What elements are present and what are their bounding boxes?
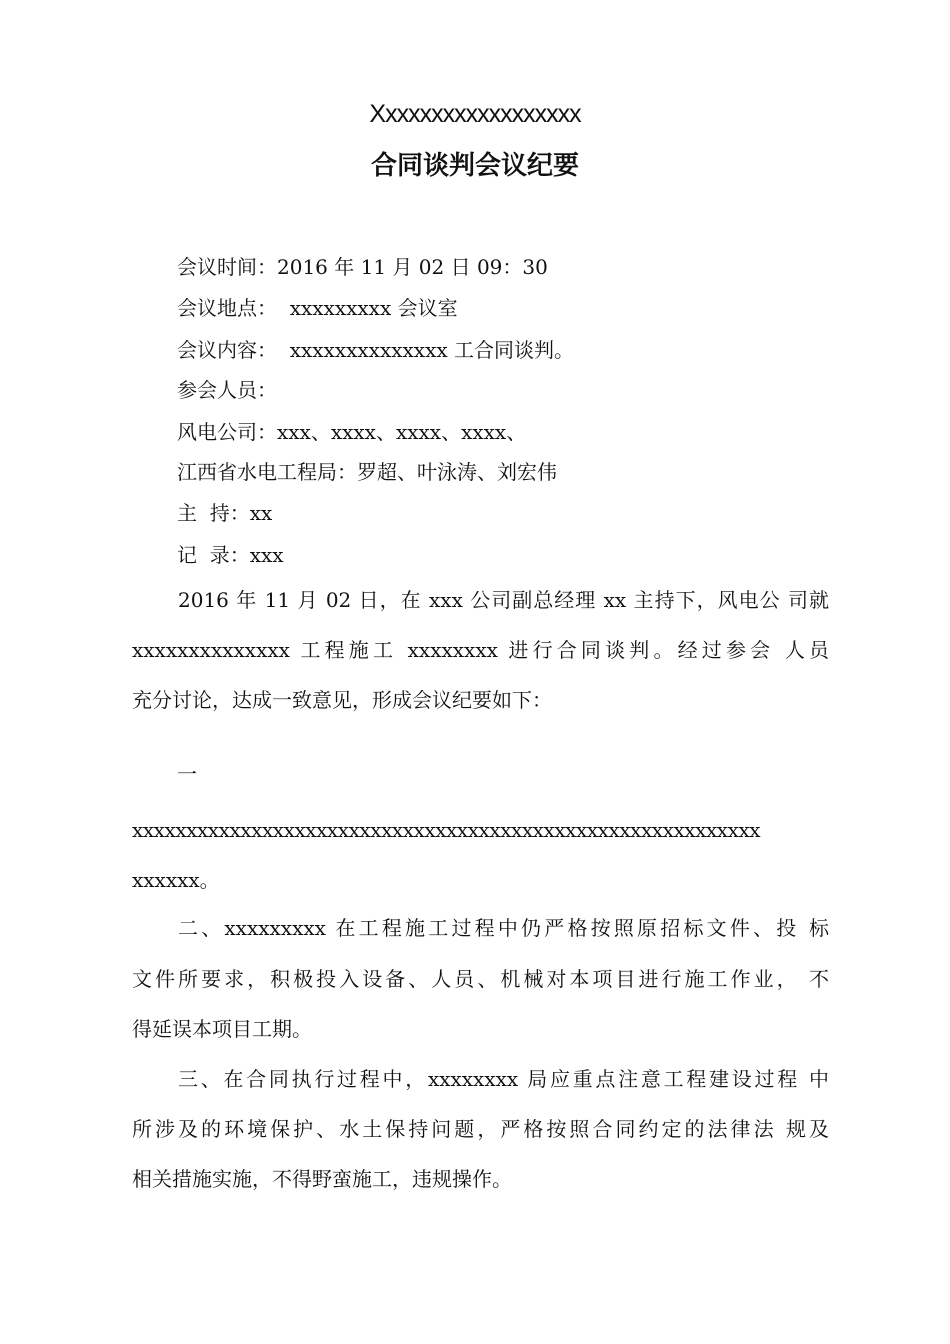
item-three-line: 相关措施实施，不得野蛮施工，违规操作。 [132, 1167, 512, 1191]
meeting-time: 会议时间：2016 年 11 月 02 日 09：30 [177, 255, 548, 279]
item-two-line: 二、xxxxxxxxx 在工程施工过程中仍严格按照原招标文件、投 标 [178, 916, 829, 940]
item-two-line: 文件所要求，积极投入设备、人员、机械对本项目进行施工作业， 不 [132, 967, 829, 991]
intro-line: 2016 年 11 月 02 日，在 xxx 公司副总经理 xx 主持下，风电公 司就 [178, 588, 829, 612]
item-one-line: xxxxxx。 [132, 868, 220, 892]
meeting-host: 主 持：xx [177, 501, 273, 525]
attendees-heading: 参会人员： [177, 378, 277, 402]
attendees-hydro-bureau: 江西省水电工程局：罗超、叶泳涛、刘宏伟 [177, 460, 557, 484]
meeting-recorder: 记 录：xxx [177, 543, 284, 567]
document-title: 合同谈判会议纪要 [370, 151, 579, 181]
item-one-line: xxxxxxxxxxxxxxxxxxxxxxxxxxxxxxxxxxxxxxxxxxxxxxxxxxxxxxxxxx [132, 818, 761, 842]
item-one-number: 一 [177, 762, 197, 786]
meeting-content: 会议内容： xxxxxxxxxxxxxx 工合同谈判。 [177, 338, 574, 362]
item-three-line: 三、在合同执行过程中，xxxxxxxx 局应重点注意工程建设过程 中 [178, 1067, 829, 1091]
item-two-line: 得延误本项目工期。 [132, 1017, 312, 1041]
document-title-code: Xxxxxxxxxxxxxxxxxx [369, 100, 581, 128]
intro-line: 充分讨论，达成一致意见，形成会议纪要如下： [132, 688, 552, 712]
attendees-wind-power: 风电公司：xxx、xxxx、xxxx、xxxx、 [177, 420, 527, 444]
intro-line: xxxxxxxxxxxxxx 工程施工 xxxxxxxx 进行合同谈判。经过参会 人员 [132, 638, 829, 662]
meeting-location: 会议地点： xxxxxxxxx 会议室 [177, 296, 458, 320]
item-three-line: 所涉及的环境保护、水土保持问题，严格按照合同约定的法律法 规及 [132, 1117, 829, 1141]
